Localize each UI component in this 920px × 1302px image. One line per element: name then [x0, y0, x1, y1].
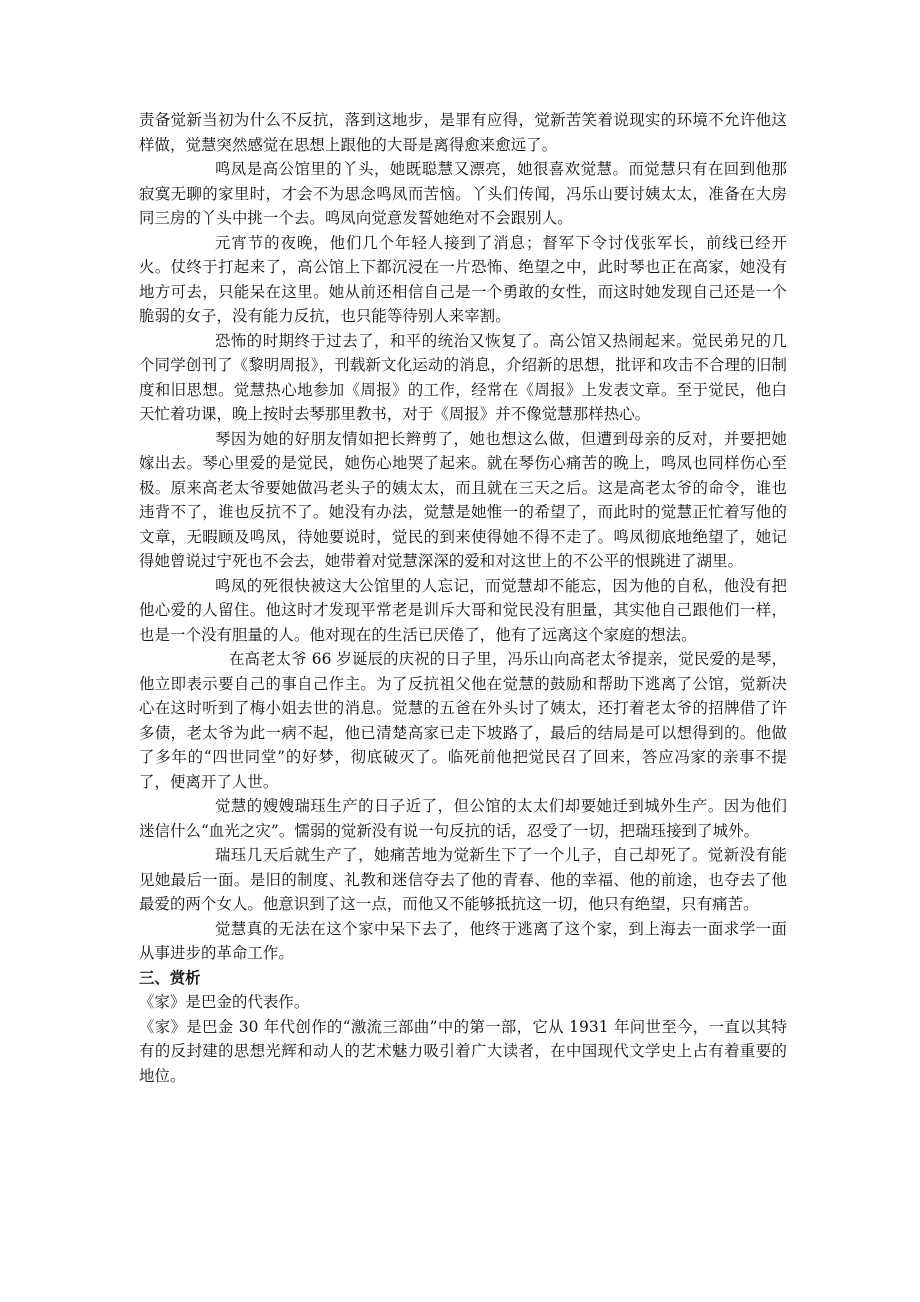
paragraph-ruijue-death: 瑞珏几天后就生产了，她痛苦地为觉新生下了一个儿子，自己却死了。觉新没有能见她最后一面。是旧的制度、礼教和迷信夺去了他的青春、他的幸福、他的前途，也夺去了他最爱的两个女人。他意识到了这一点，而他又不能够抵抗这一切，他只有绝望，只有痛苦。 [139, 846, 787, 913]
paragraph-peace-restored: 恐怖的时期终于过去了，和平的统治又恢复了。高公馆又热闹起来。觉民弟兄的几个同学创刊了《黎明周报》，刊载新文化运动的消息，介绍新的思想，批评和攻击不合理的旧制度和旧思想。觉慧热心地参加《周报》的工作，经常在《周报》上发表文章。至于觉民，他白天忙着功课，晚上按时去琴那里教书，对于《周报》并不像觉慧那样热心。 [139, 331, 787, 423]
analysis-line-1: 《家》是巴金的代表作。 [139, 993, 310, 1011]
paragraph-continuation: 责备觉新当初为什么不反抗，落到这地步，是罪有应得，觉新苦笑着说现实的环境不允许他这样做，觉慧突然感觉在思想上跟他的大哥是离得愈来愈远了。 [139, 111, 787, 154]
paragraph-grandfather-birthday: 在高老太爷 66 岁诞辰的庆祝的日子里，冯乐山向高老太爷提亲，觉民爱的是琴，他立即表示要自己的事自己作主。为了反抗祖父他在觉慧的鼓励和帮助下逃离了公馆，觉新决心在这时听到了梅小姐去世的消息。觉慧的五爸在外头讨了姨太，还打着老太爷的招牌借了许多债，老太爷为此一病不起，他已清楚高家已走下坡路了，最后的结局是可以想得到的。他做了多年的“四世同堂”的好梦，彻底破灭了。临死前他把觉民召了回来，答应冯家的亲事不提了，便离开了人世。 [139, 650, 787, 791]
paragraph-lantern-festival: 元宵节的夜晚，他们几个年轻人接到了消息；督军下令讨伐张军长，前线已经开火。仗终于打起来了，高公馆上下都沉浸在一片恐怖、绝望之中，此时琴也正在高家，她没有地方可去，只能呆在这里。她从前还相信自己是一个勇敢的女性，而这时她发现自己还是一个脆弱的女子，没有能力反抗，也只能等待别人来宰割。 [139, 233, 787, 325]
paragraph-mingfeng-death: 鸣凤的死很快被这大公馆里的人忘记，而觉慧却不能忘，因为他的自私，他没有把他心爱的人留住。他这时才发现平常老是训斥大哥和觉民没有胆量，其实他自己跟他们一样，也是一个没有胆量的人。他对现在的生活已厌倦了，他有了远离这个家庭的想法。 [139, 576, 787, 644]
paragraph-ruijue-childbirth: 觉慧的嫂嫂瑞珏生产的日子近了，但公馆的太太们却要她迁到城外生产。因为他们迷信什么“血光之灾”。懦弱的觉新没有说一句反抗的话，忍受了一切，把瑞珏接到了城外。 [139, 797, 787, 840]
section-heading: 三、赏析 [139, 968, 201, 987]
paragraph-juehui-leaves: 觉慧真的无法在这个家中呆下去了，他终于逃离了这个家，到上海去一面求学一面从事进步的革命工作。 [139, 919, 787, 962]
analysis-line-2: 《家》是巴金 30 年代创作的“激流三部曲”中的第一部，它从 1931 年问世至今，一直以其特有的反封建的思想光辉和动人的艺术魅力吸引着广大读者，在中国现代文学史上占有着重要的地位。 [139, 1017, 787, 1085]
paragraph-qin-and-mingfeng: 琴因为她的好朋友情如把长辫剪了，她也想这么做，但遭到母亲的反对，并要把她嫁出去。琴心里爱的是觉民，她伤心地哭了起来。就在琴伤心痛苦的晚上，鸣凤也同样伤心至极。原来高老太爷要她做冯老头子的姨太太，而且就在三天之后。这是高老太爷的命令，谁也违背不了，谁也反抗不了。她没有办法，觉慧是她惟一的希望了，而此时的觉慧正忙着写他的文章，无暇顾及鸣凤，待她要说时，觉民的到来使得她不得不走了。鸣凤彻底地绝望了，她记得她曾说过宁死也不会去，她带着对觉慧深深的爱和对这世上的不公平的恨跳进了湖里。 [139, 429, 787, 570]
document-page [139, 108, 787, 1088]
paragraph-mingfeng-intro: 鸣凤是高公馆里的丫头，她既聪慧又漂亮，她很喜欢觉慧。而觉慧只有在回到他那寂寞无聊的家里时，才会不为思念鸣凤而苦恼。丫头们传闻，冯乐山要讨姨太太，准备在大房同三房的丫头中挑一个去。鸣凤向觉意发誓她绝对不会跟别人。 [139, 160, 787, 227]
